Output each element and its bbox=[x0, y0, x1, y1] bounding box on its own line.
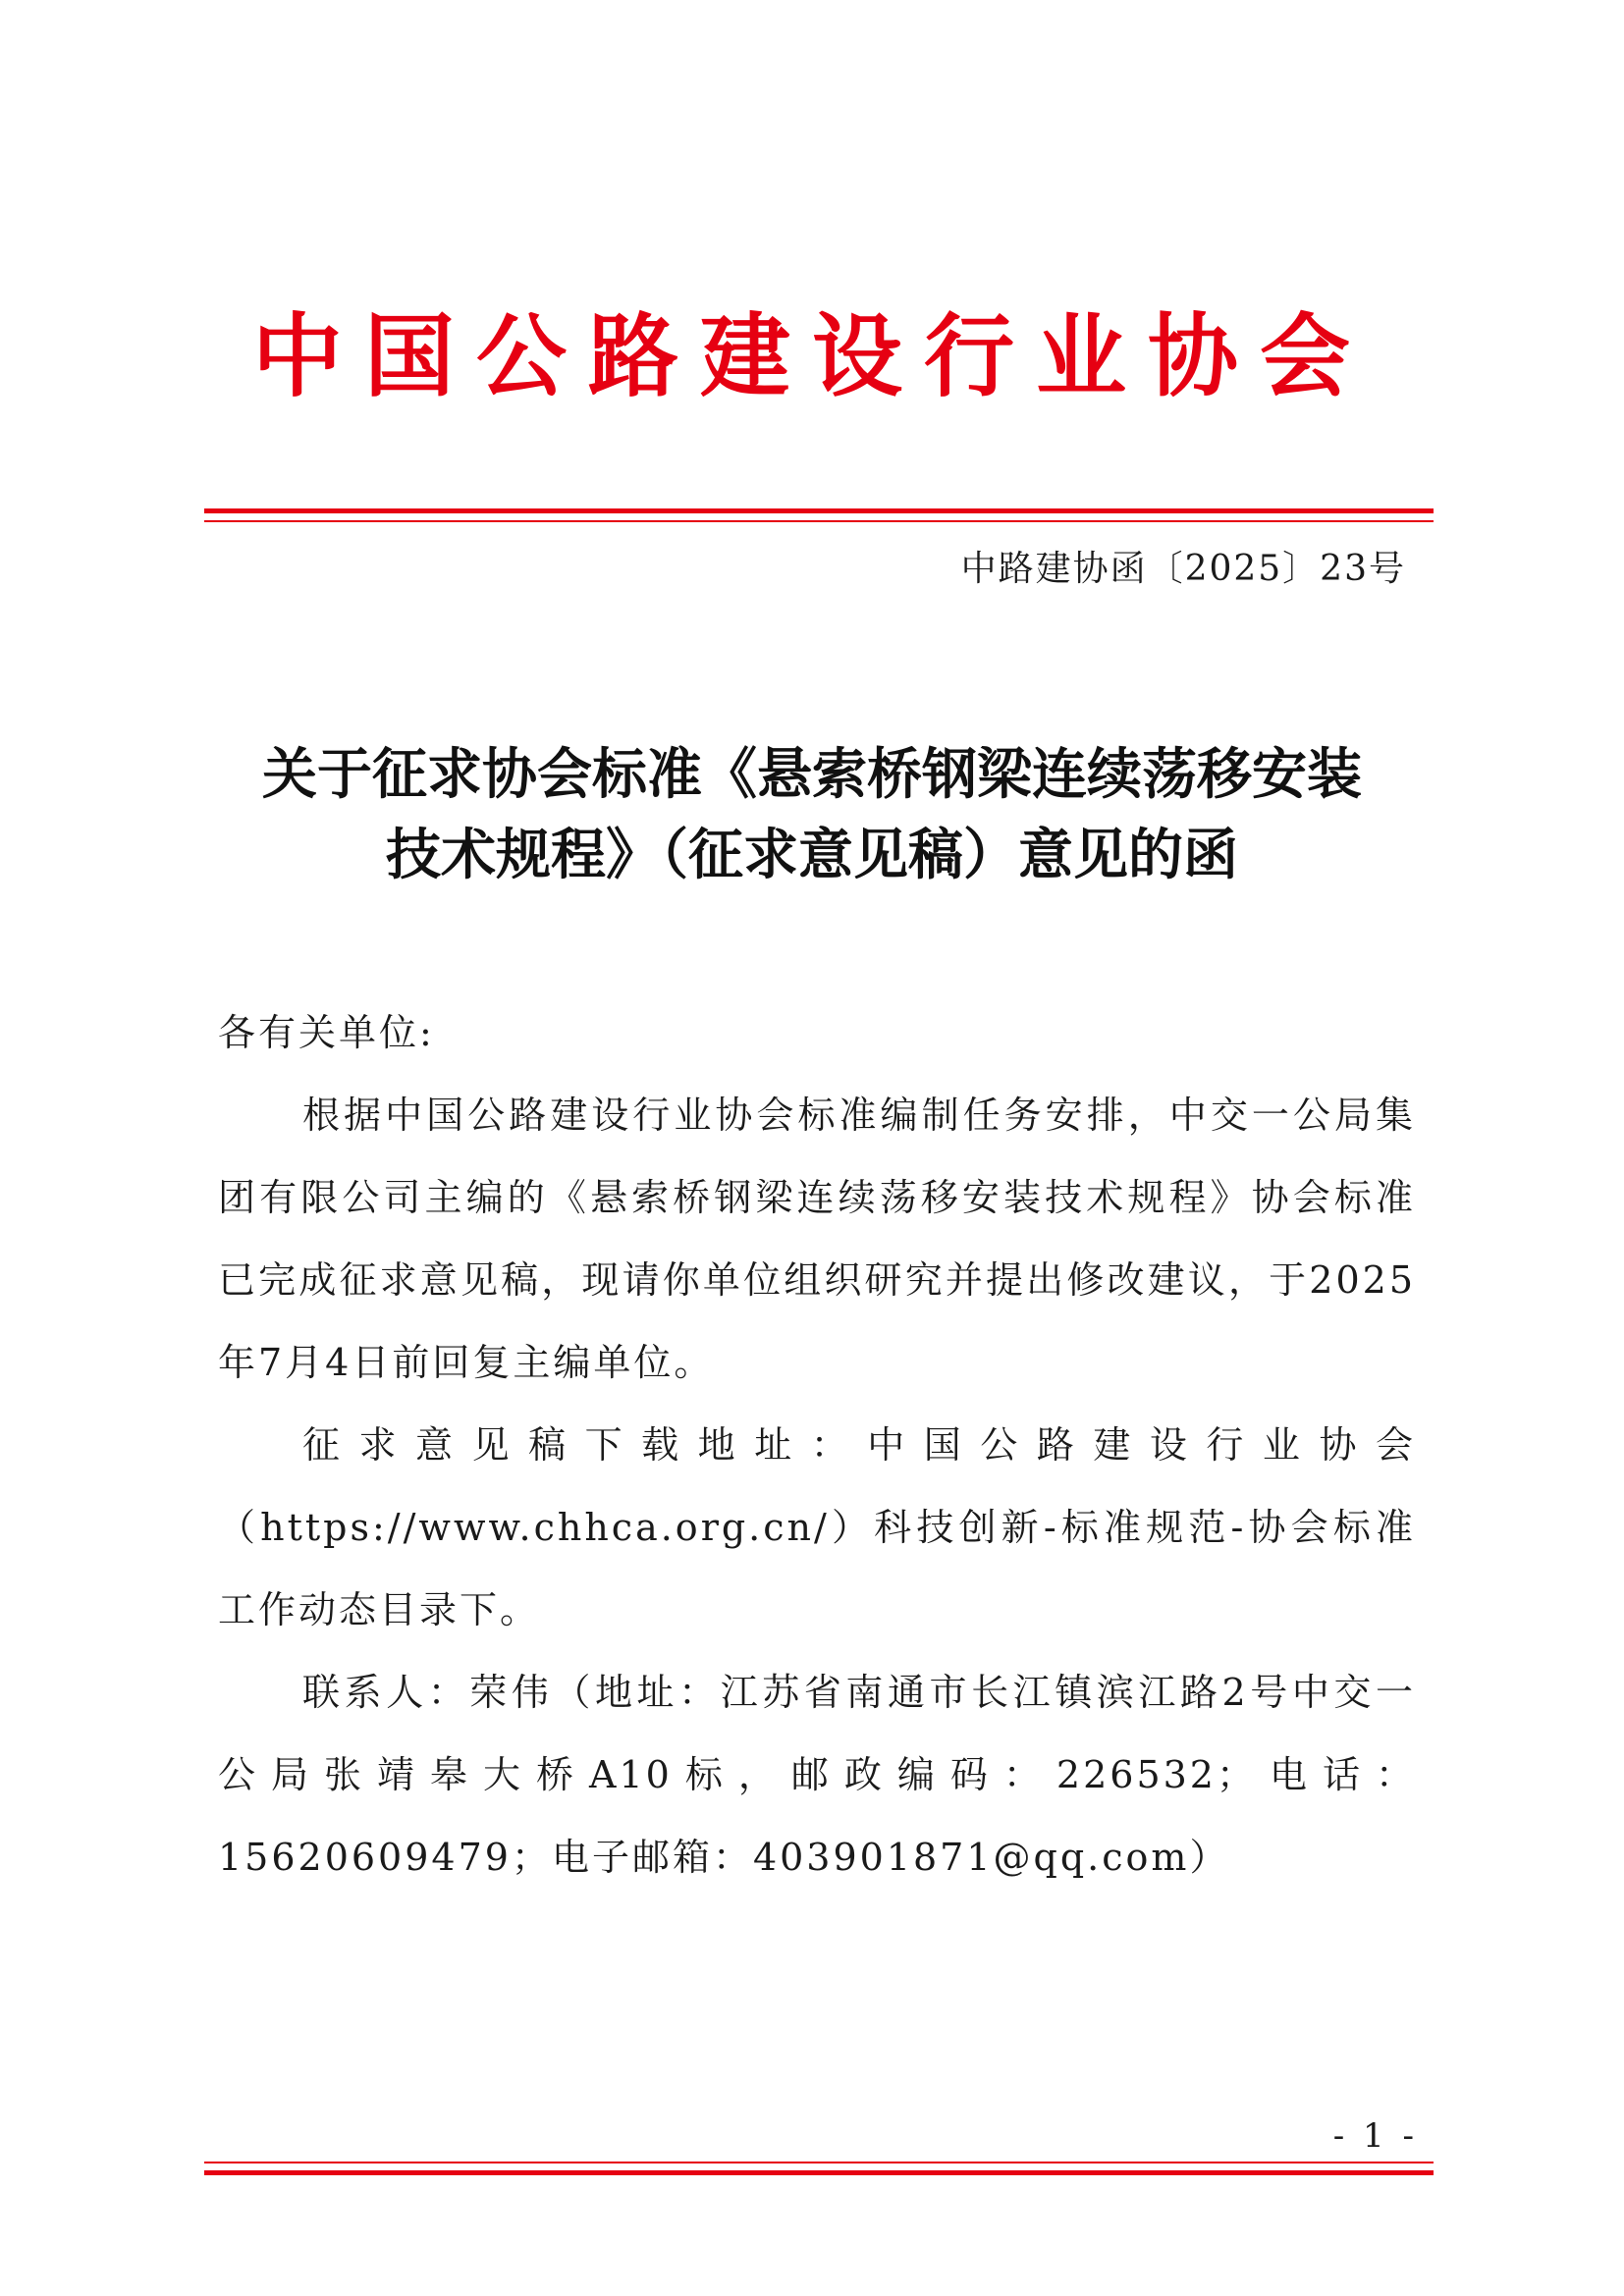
paragraph-download: 征求意见稿下载地址：中国公路建设行业协会（https://www.chhca.org.cn/）科技创新-标准规范-协会标准工作动态目录下。 bbox=[218, 1423, 1416, 1631]
document-number: 中路建协函〔2025〕23号 bbox=[960, 549, 1406, 589]
page-number: - 1 - bbox=[1332, 2116, 1418, 2156]
subject-line-1: 关于征求协会标准《悬索桥钢梁连续荡移安装 bbox=[262, 742, 1362, 807]
subject-line-2: 技术规程》（征求意见稿）意见的函 bbox=[386, 823, 1238, 887]
paragraph-contact: 联系人：荣伟（地址：江苏省南通市长江镇滨江路2号中交一公局张靖皋大桥A10标，邮政编码：226532；电话：15620609479；电子邮箱：403901871@qq.com） bbox=[218, 1671, 1416, 1879]
footer-divider-thin bbox=[204, 2162, 1434, 2163]
letter-body bbox=[218, 991, 1416, 1898]
salutation: 各有关单位: bbox=[218, 1011, 435, 1054]
paragraph-task: 根据中国公路建设行业协会标准编制任务安排，中交一公局集团有限公司主编的《悬索桥钢梁连续荡移安装技术规程》协会标准已完成征求意见稿，现请你单位组织研究并提出修改建议，于2025年7月4日前回复主编单位。 bbox=[218, 1094, 1416, 1384]
letter-subject bbox=[196, 734, 1428, 895]
letterhead-divider-thick bbox=[204, 508, 1434, 513]
organization-letterhead: 中国公路建设行业协会 bbox=[251, 304, 1372, 409]
footer-divider-thick bbox=[204, 2170, 1434, 2175]
letterhead-divider-thin bbox=[204, 520, 1434, 522]
